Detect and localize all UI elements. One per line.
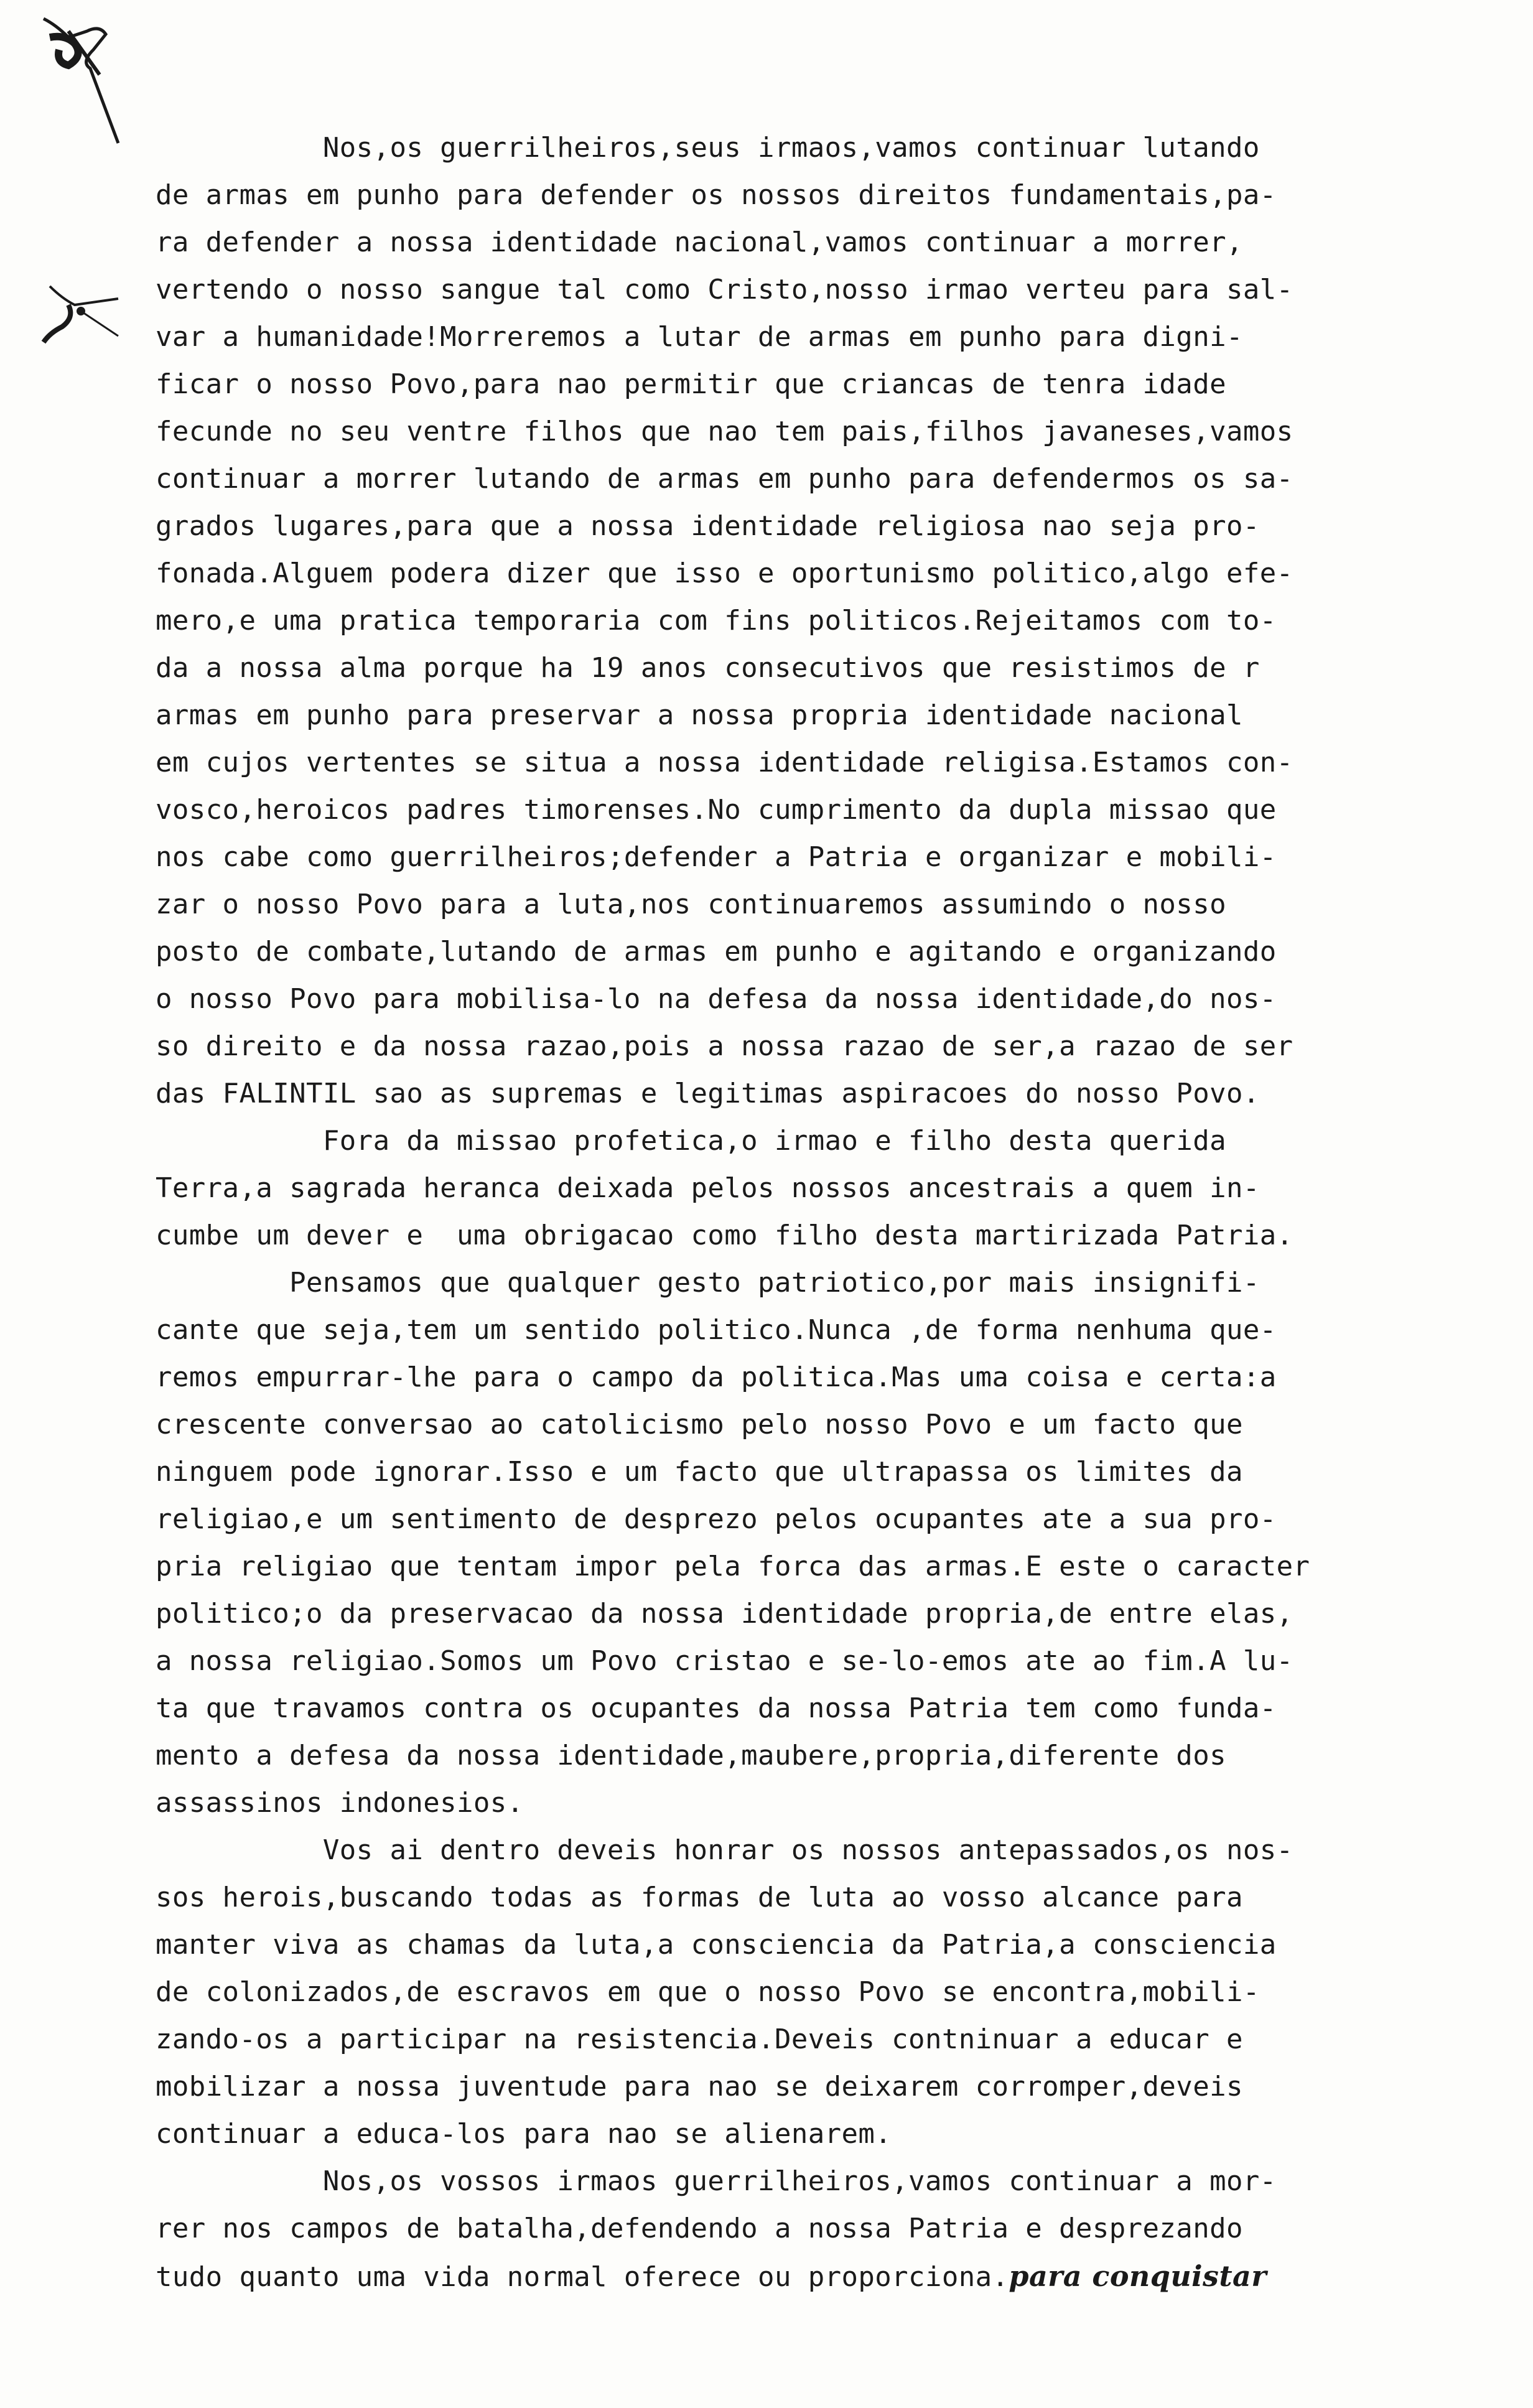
text-line: fecunde no seu ventre filhos que nao tem pais,filhos javaneses,vamos — [156, 416, 1293, 447]
text-line: vosco,heroicos padres timorenses.No cumprimento da dupla missao que — [156, 794, 1277, 826]
text-line: sos herois,buscando todas as formas de luta ao vosso alcance para — [156, 1882, 1243, 1913]
text-line: pria religiao que tentam impor pela forca das armas.E este o caracter — [156, 1551, 1310, 1582]
text-line: rer nos campos de batalha,defendendo a nossa Patria e desprezando — [156, 2213, 1243, 2244]
text-line: das FALINTIL sao as supremas e legitimas aspiracoes do nosso Povo. — [156, 1078, 1260, 1109]
handwritten-addition: para conquistar — [1009, 2259, 1267, 2293]
text-line: religiao,e um sentimento de desprezo pelos ocupantes ate a sua pro- — [156, 1503, 1277, 1535]
text-line: zar o nosso Povo para a luta,nos continuaremos assumindo o nosso — [156, 889, 1226, 920]
text-line: mero,e uma pratica temporaria com fins politicos.Rejeitamos com to- — [156, 605, 1277, 637]
handwritten-mark-middle — [25, 274, 131, 373]
text-line: armas em punho para preservar a nossa propria identidade nacional — [156, 699, 1243, 731]
text-line: em cujos vertentes se situa a nossa identidade religisa.Estamos con- — [156, 747, 1293, 778]
text-line: Terra,a sagrada heranca deixada pelos nossos ancestrais a quem in- — [156, 1172, 1260, 1204]
text-line: mobilizar a nossa juventude para nao se deixarem corromper,deveis — [156, 2071, 1243, 2102]
text-line: politico;o da preservacao da nossa identidade propria,de entre elas, — [156, 1598, 1293, 1630]
text-line: manter viva as chamas da luta,a consciencia da Patria,a consciencia — [156, 1929, 1277, 1961]
text-line: cante que seja,tem um sentido politico.Nunca ,de forma nenhuma que- — [156, 1314, 1277, 1346]
text-line: de armas em punho para defender os nossos direitos fundamentais,pa- — [156, 179, 1277, 211]
typewritten-text — [156, 124, 1506, 2300]
handwritten-mark-top — [31, 6, 143, 149]
text-line: crescente conversao ao catolicismo pelo nosso Povo e um facto que — [156, 1409, 1243, 1440]
text-line: ficar o nosso Povo,para nao permitir que criancas de tenra idade — [156, 368, 1226, 400]
last-text-line — [156, 2252, 1506, 2300]
text-line: ta que travamos contra os ocupantes da nossa Patria tem como funda- — [156, 1692, 1277, 1724]
text-line: Vos ai dentro deveis honrar os nossos antepassados,os nos- — [156, 1834, 1293, 1866]
text-line: de colonizados,de escravos em que o nosso Povo se encontra,mobili- — [156, 1976, 1260, 2008]
text-line: zando-os a participar na resistencia.Deveis contninuar a educar e — [156, 2023, 1243, 2055]
text-line: a nossa religiao.Somos um Povo cristao e se-lo-emos ate ao fim.A lu- — [156, 1645, 1293, 1677]
text-line: vertendo o nosso sangue tal como Cristo,nosso irmao verteu para sal- — [156, 274, 1293, 306]
text-line: Fora da missao profetica,o irmao e filho desta querida — [156, 1125, 1226, 1157]
text-line: o nosso Povo para mobilisa-lo na defesa da nossa identidade,do nos- — [156, 983, 1277, 1015]
text-line: continuar a morrer lutando de armas em punho para defendermos os sa- — [156, 463, 1293, 495]
text-line: var a humanidade!Morreremos a lutar de armas em punho para digni- — [156, 321, 1243, 353]
last-line-typed: tudo quanto uma vida normal oferece ou proporciona. — [156, 2261, 1009, 2293]
text-line: Pensamos que qualquer gesto patriotico,por mais insignifi- — [156, 1267, 1260, 1299]
text-line: fonada.Alguem podera dizer que isso e oportunismo politico,algo efe- — [156, 558, 1293, 589]
text-line: Nos,os guerrilheiros,seus irmaos,vamos continuar lutando — [156, 132, 1260, 164]
text-line: assassinos indonesios. — [156, 1787, 524, 1819]
text-line: posto de combate,lutando de armas em punho e agitando e organizando — [156, 936, 1277, 968]
text-line: cumbe um dever e uma obrigacao como filho desta martirizada Patria. — [156, 1220, 1293, 1251]
text-line: grados lugares,para que a nossa identidade religiosa nao seja pro- — [156, 510, 1260, 542]
text-line: Nos,os vossos irmaos guerrilheiros,vamos continuar a mor- — [156, 2165, 1277, 2197]
text-line: da a nossa alma porque ha 19 anos consecutivos que resistimos de r — [156, 652, 1260, 684]
text-line: mento a defesa da nossa identidade,maubere,propria,diferente dos — [156, 1740, 1226, 1771]
text-line: ra defender a nossa identidade nacional,vamos continuar a morrer, — [156, 226, 1243, 258]
text-line: ninguem pode ignorar.Isso e um facto que ultrapassa os limites da — [156, 1456, 1243, 1488]
text-line: continuar a educa-los para nao se alienarem. — [156, 2118, 892, 2150]
text-line: remos empurrar-lhe para o campo da politica.Mas uma coisa e certa:a — [156, 1361, 1277, 1393]
text-line: so direito e da nossa razao,pois a nossa razao de ser,a razao de ser — [156, 1030, 1293, 1062]
text-line: nos cabe como guerrilheiros;defender a Patria e organizar e mobili- — [156, 841, 1277, 873]
